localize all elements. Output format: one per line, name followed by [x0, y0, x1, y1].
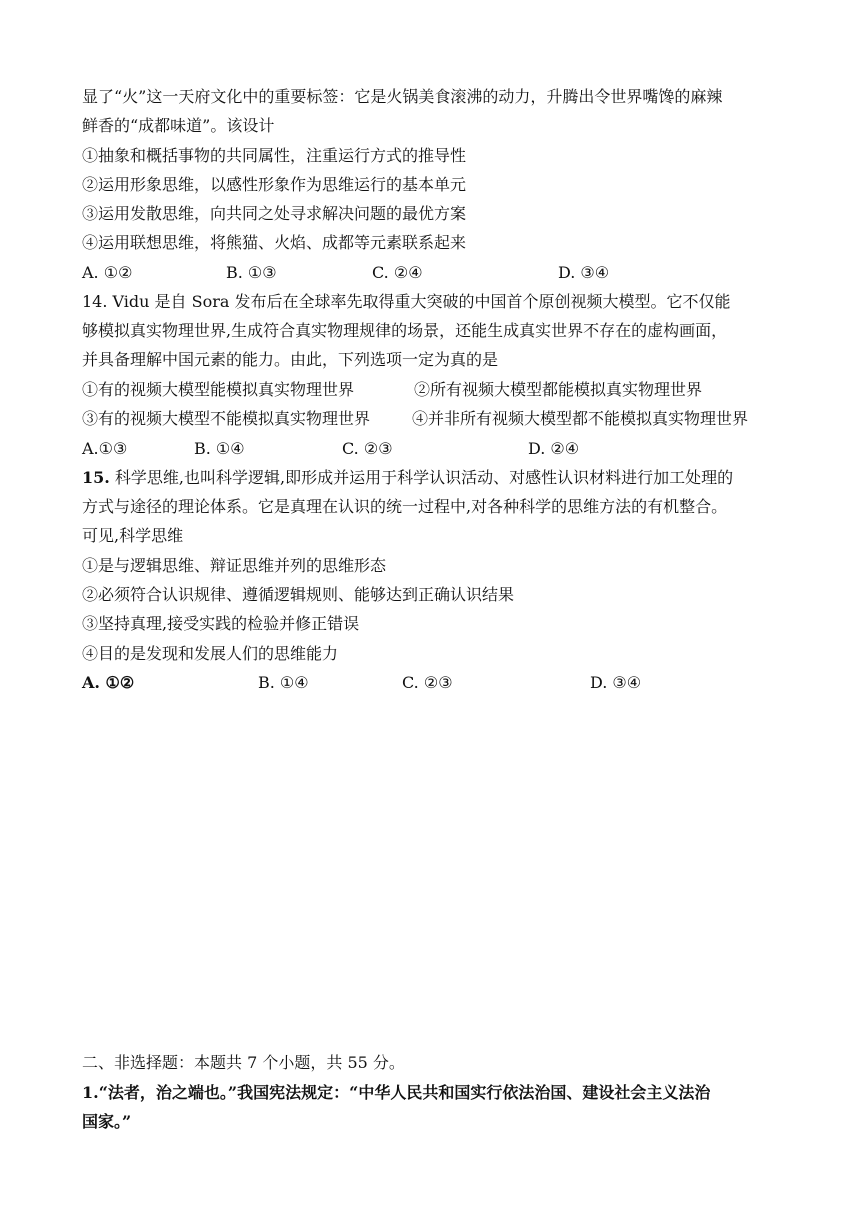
q13-option-c: C. ②④ — [372, 263, 423, 282]
q14-option-d: D. ②④ — [528, 439, 580, 458]
q14-text-line-1: 14. Vidu 是自 Sora 发布后在全球率先取得重大突破的中国首个原创视频大模型。它不仅能 — [82, 292, 731, 311]
q15-number: 15. — [82, 468, 110, 487]
q13-option-b: B. ①③ — [226, 263, 277, 282]
q15-text: 科学思维,也叫科学逻辑,即形成并运用于科学认识活动、对感性认识材料进行加工处理的 — [109, 468, 734, 487]
q13-text-line-1: 显了“火”这一天府文化中的重要标签：它是火锅美食滚沸的动力，升腾出令世界嘴馋的麻辣 — [82, 87, 723, 106]
q15-item-3: ③坚持真理,接受实践的检验并修正错误 — [82, 614, 360, 633]
q14-option-c: C. ②③ — [342, 439, 393, 458]
q15-item-1: ①是与逻辑思维、辩证思维并列的思维形态 — [82, 556, 387, 575]
section-heading: 二、非选择题：本题共 7 个小题，共 55 分。 — [82, 1053, 405, 1072]
q1-text-line-2: 国家。” — [82, 1112, 132, 1131]
q14-text-line-2: 够模拟真实物理世界,生成符合真实物理规律的场景，还能生成真实世界不存在的虚构画面， — [82, 321, 728, 340]
q13-item-1: ①抽象和概括事物的共同属性，注重运行方式的推导性 — [82, 146, 467, 165]
q14-item-4: ④并非所有视频大模型都不能模拟真实物理世界 — [412, 409, 749, 428]
q13-option-d: D. ③④ — [558, 263, 610, 282]
q15-option-a: A. ①② — [82, 673, 135, 692]
q15-text-line-1 — [82, 467, 733, 489]
q14-text-line-3: 并具备理解中国元素的能力。由此，下列选项一定为真的是 — [82, 350, 499, 369]
q1-text-line-1: 1.“法者，治之端也。”我国宪法规定：“中华人民共和国实行依法治国、建设社会主义法治 — [82, 1083, 711, 1102]
q14-option-b: B. ①④ — [194, 439, 245, 458]
q15-item-4: ④目的是发现和发展人们的思维能力 — [82, 644, 339, 663]
q15-option-b: B. ①④ — [258, 673, 309, 692]
q13-item-3: ③运用发散思维，向共同之处寻求解决问题的最优方案 — [82, 204, 467, 223]
q14-item-3: ③有的视频大模型不能模拟真实物理世界 — [82, 409, 371, 428]
q15-text-line-3: 可见,科学思维 — [82, 526, 184, 545]
q15-option-c: C. ②③ — [402, 673, 453, 692]
q14-item-1: ①有的视频大模型能模拟真实物理世界 — [82, 380, 355, 399]
q15-text-line-2: 方式与途径的理论体系。它是真理在认识的统一过程中,对各种科学的思维方法的有机整合。 — [82, 497, 728, 516]
q13-option-a: A. ①② — [82, 263, 133, 282]
q13-item-2: ②运用形象思维，以感性形象作为思维运行的基本单元 — [82, 175, 467, 194]
q14-option-a: A.①③ — [82, 439, 128, 458]
q15-option-d: D. ③④ — [590, 673, 642, 692]
q13-item-4: ④运用联想思维，将熊猫、火焰、成都等元素联系起来 — [82, 233, 467, 252]
q14-item-2: ②所有视频大模型都能模拟真实物理世界 — [414, 380, 703, 399]
q13-text-line-2: 鲜香的“成都味道”。该设计 — [82, 116, 275, 135]
q15-item-2: ②必须符合认识规律、遵循逻辑规则、能够达到正确认识结果 — [82, 585, 515, 604]
